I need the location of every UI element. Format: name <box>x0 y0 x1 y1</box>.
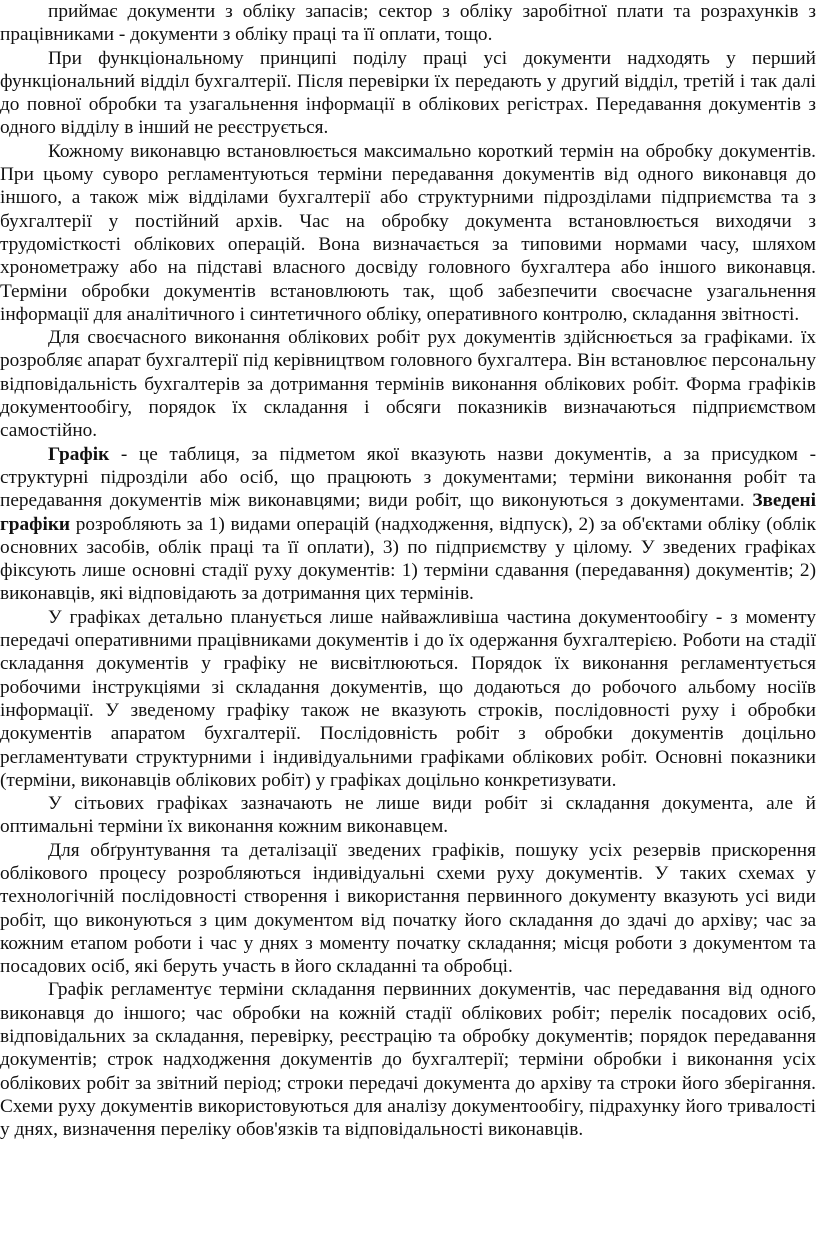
paragraph-text: При функціональному принципі поділу праці усі документи надходять у перший функціональний відділ бухгалтерії. Після перевірки їх передають у другий відділ, третій і так далі до повної обробки та узагальнення інформації в облікових регістрах. Передавання документів з одного відділу в інший не реєструється. <box>0 47 816 139</box>
paragraph-continuation <box>0 0 816 47</box>
term-zvedeni-grafiky: Зведені графіки <box>0 490 816 535</box>
paragraph-text: У сітьових графіках зазначають не лише види робіт зі складання документа, але й оптимальні терміни їх виконання кожним виконавцем. <box>0 793 816 838</box>
paragraph-text: У графіках детально планується лише найважливіша частина документообігу - з моменту передачі оперативними працівниками документів і до їх одержання бухгалтерією. Роботи на стадії складання документів у графіку не висвітлюються. Порядок їх виконання регламентується робочими інструкціями зі складання документів, що додаються до робочого альбому носіїв інформації. У зведеному графіку також не вказують строків, послідовності руху і обробки документів апаратом бухгалтерії. Послідовність робіт з обробки документів доцільно регламентувати структурними і індивідуальними графіками облікових робіт. Основні показники (терміни, виконавців облікових робіт) у графіках доцільно конкретизувати. <box>0 606 816 791</box>
paragraph-schedule-definition <box>0 443 816 606</box>
paragraph-text: приймає документи з обліку запасів; сектор з обліку заробітної плати та розрахунків з працівниками - документи з обліку праці та її оплати, тощо. <box>0 1 816 46</box>
paragraph-schedules <box>0 326 816 442</box>
paragraph-network-schedules <box>0 792 816 839</box>
paragraph-individual-schemes <box>0 839 816 979</box>
term-grafik: Графік <box>48 443 110 465</box>
paragraph-schedule-regulates <box>0 978 816 1141</box>
paragraph-text: - це таблиця, за підметом якої вказують назви документів, а за присудком - структурні підрозділи або осіб, що працюють з документами; терміни виконання робіт та передавання документів між виконавцями; види робіт, що виконуються з документами. <box>0 443 816 512</box>
paragraph-text: Для обґрунтування та деталізації зведених графіків, пошуку усіх резервів прискорення облікового процесу розробляються індивідуальні схеми руху документів. У таких схемах у технологічній послідовності створення і використання первинного документу вказують усі види робіт, що виконуються з цим документом від початку його складання до здачі до архіву; час за кожним етапом роботи і час у днях з моменту початку складання; місця роботи з документом та посадових осіб, які беруть участь в його складанні та обробці. <box>0 839 816 978</box>
paragraph-text: Кожному виконавцю встановлюється максимально короткий термін на обробку документів. При цьому суворо регламентуються терміни передавання документів від одного виконавця до іншого, а також між відділами бухгалтерії або структурними підрозділами підприємства та з бухгалтерії у постійний архів. Час на обробку документа встановлюється виходячи з трудомісткості облікових операцій. Вона визначається за типовими нормами часу, шляхом хронометражу або на підставі власного досвіду головного бухгалтера або іншого виконавця. Терміни обробки документів встановлюють так, щоб забезпечити своєчасне узагальнення інформації для аналітичного і синтетичного обліку, оперативного контролю, складання звітності. <box>0 140 816 325</box>
paragraph-text: Для своєчасного виконання облікових робіт рух документів здійснюється за графіками. їх розробляє апарат бухгалтерії під керівництвом головного бухгалтера. Він встановлює персональну відповідальність бухгалтерів за дотримання термінів виконання облікових робіт. Форма графіків документообігу, порядок їх складання і обсяги показників визначаються підприємством самостійно. <box>0 327 816 442</box>
paragraph-detailed-planning <box>0 606 816 792</box>
paragraph-processing-terms <box>0 140 816 326</box>
paragraph-text: розробляють за 1) видами операцій (надходження, відпуск), 2) за об'єктами обліку (облік основних засобів, облік праці та її оплати), 3) по підприємству у цілому. У зведених графіках фіксують лише основні стадії руху документів: 1) терміни сдавання (передавання) документів; 2) виконавців, які відповідають за дотримання цих термінів. <box>0 513 816 605</box>
paragraph-functional-principle <box>0 47 816 140</box>
paragraph-text: Графік регламентує терміни складання первинних документів, час передавання від одного виконавця до іншого; час обробки на кожній стадії облікових робіт; перелік посадових осіб, відповідальних за складання, перевірку, реєстрацію та обробку документів; порядок передавання документів; строк надходження документів до бухгалтерії; терміни обробки і виконання усіх облікових робіт за звітний період; строки передачі документа до архіву та строки його зберігання. Схеми руху документів використовуються для аналізу документообігу, підрахунку його тривалості у днях, визначення переліку обов'язків та відповідальності виконавців. <box>0 979 816 1141</box>
